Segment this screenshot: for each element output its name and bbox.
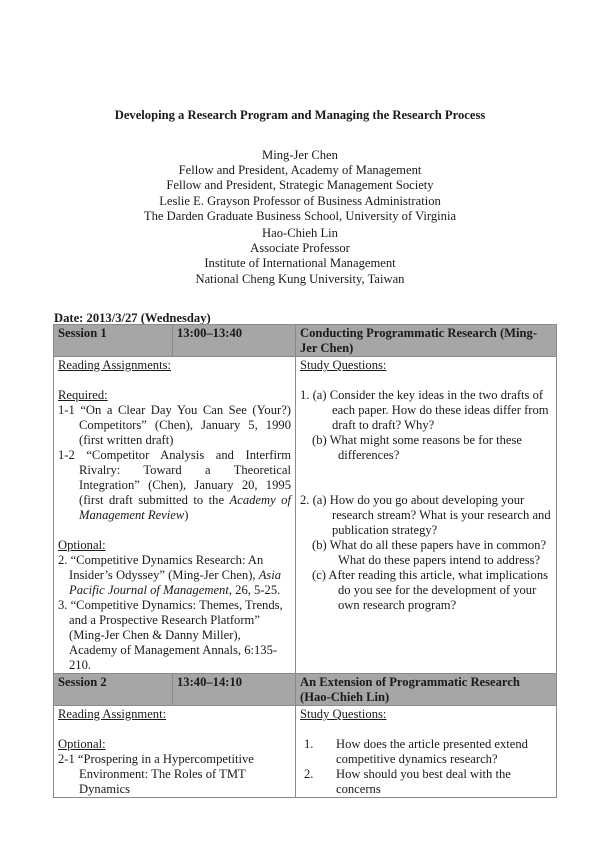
schedule-table [53,324,557,798]
author-affiliation: Fellow and President, Strategic Management Society [166,178,434,193]
reading-item: 1-1 “On a Clear Day You Can See (Your?) Competitors” (Chen), January 5, 1990 (first written draft) [58,403,291,447]
author-affiliation: Institute of International Management [204,256,396,271]
question-number: 2. [304,767,314,781]
reading-item: 3. “Competitive Dynamics: Themes, Trends, and a Prospective Research Platform” (Ming-Jer Chen & Danny Miller), Academy of Management Annals, 6:135-210. [58,598,283,672]
document-title: Developing a Research Program and Managing the Research Process [114,108,486,122]
date-label: Date: 2013/3/27 (Wednesday) [54,311,211,325]
question-item [300,737,552,767]
reading-item: 2-1 “Prospering in a Hypercompetitive Environment: The Roles of TMT Dynamics [58,752,254,796]
author-affiliation: Fellow and President, Academy of Management [178,163,422,178]
question-item: 2. (a) How do you go about developing your research stream? What is your research and publication strategy? [300,493,551,537]
optional-heading: Optional: [58,538,106,552]
required-heading: Required: [58,388,108,402]
question-number: 1. [304,737,314,751]
reading-heading: Reading Assignment: [58,707,167,721]
question-text: How should you best deal with the concerns [336,767,511,796]
reading-assignments-cell [54,706,296,798]
author-block-lin [0,226,600,287]
questions-heading: Study Questions: [300,358,387,372]
question-item: 1. (a) Consider the key ideas in the two drafts of each paper. How do these ideas differ from draft to draft? Why? [300,388,549,432]
question-text: How does the article presented extend competitive dynamics research? [336,737,528,766]
question-item [300,767,552,797]
author-affiliation: Associate Professor [250,241,350,256]
session-topic: An Extension of Programmatic Research (Hao-Chieh Lin) [296,674,557,706]
session-label: Session 2 [54,674,173,706]
reading-heading: Reading Assignments: [58,358,171,372]
session-header-row [54,674,557,706]
session-time: 13:00–13:40 [173,325,296,357]
study-questions-cell [296,357,557,674]
session-header-row [54,325,557,357]
reading-assignments-cell [54,357,296,674]
author-name: Hao-Chieh Lin [262,226,338,240]
author-affiliation: The Darden Graduate Business School, University of Virginia [143,208,457,223]
reading-item: 2. “Competitive Dynamics Research: An Insider’s Odyssey” (Ming-Jer Chen), Asia Pacific Journal of Management, 26, 5-25. [58,553,282,597]
author-affiliation: Leslie E. Grayson Professor of Business Administration [159,193,441,208]
session-label: Session 1 [54,325,173,357]
session-time: 13:40–14:10 [173,674,296,706]
questions-heading: Study Questions: [300,707,387,721]
author-name: Ming-Jer Chen [262,148,338,162]
optional-heading: Optional: [58,737,106,751]
question-subitem: (b) What do all these papers have in common? What do these papers intend to address? [312,538,547,567]
question-subitem: (c) After reading this article, what implications do you see for the development of your own research program? [312,568,549,612]
study-questions-cell [296,706,557,798]
session-body-row [54,706,557,798]
author-block-chen [0,148,600,224]
session-body-row [54,357,557,674]
author-affiliation: National Cheng Kung University, Taiwan [195,271,405,286]
reading-item: 1-2 “Competitor Analysis and Interfirm Rivalry: Toward a Theoretical Integration” (Chen), January 20, 1995 (first draft submitted to the Academy of Management Review) [58,448,291,522]
question-subitem: (b) What might some reasons be for these differences? [312,433,522,462]
session-topic: Conducting Programmatic Research (Ming-Jer Chen) [296,325,557,357]
